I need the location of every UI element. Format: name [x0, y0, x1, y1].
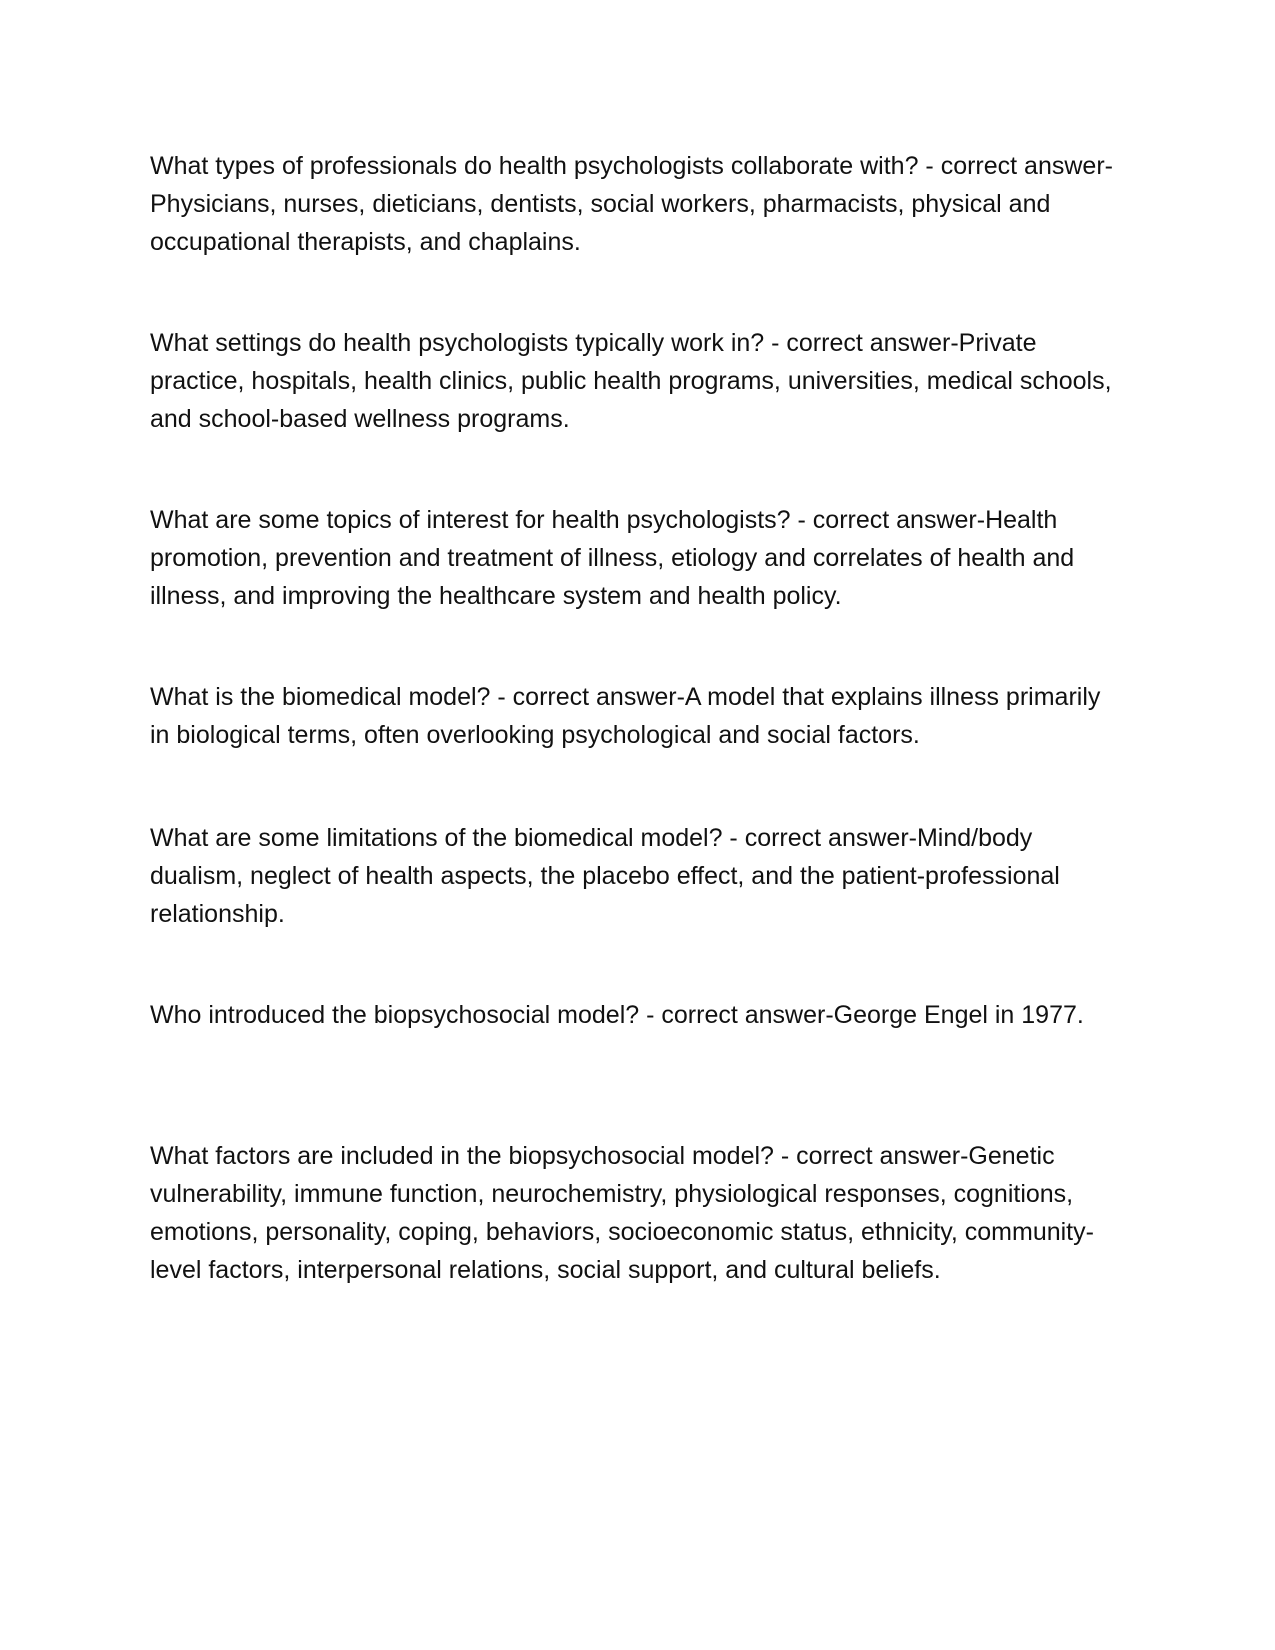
qa-entry-1: What types of professionals do health psychologists collaborate with? - correct answer-Physicians, nurses, dieticians, dentists, social workers, pharmacists, physical and occupational therapists, and chaplains.	[150, 152, 1113, 256]
qa-entry-4: What is the biomedical model? - correct answer-A model that explains illness primarily in biological terms, often overlooking psychological and social factors.	[150, 683, 1101, 749]
qa-entry-3: What are some topics of interest for health psychologists? - correct answer-Health promotion, prevention and treatment of illness, etiology and correlates of health and illness, and improving the healthcare system and health policy.	[150, 506, 1075, 610]
qa-entry-6: Who introduced the biopsychosocial model? - correct answer-George Engel in 1977.	[150, 1001, 1084, 1029]
qa-entry-7: What factors are included in the biopsychosocial model? - correct answer-Genetic vulnerability, immune function, neurochemistry, physiological responses, cognitions, emotions, personality, coping, behaviors, socioeconomic status, ethnicity, community-level factors, interpersonal relations, social support, and cultural beliefs.	[150, 1142, 1094, 1284]
qa-entry-5: What are some limitations of the biomedical model? - correct answer-Mind/body dualism, neglect of health aspects, the placebo effect, and the patient-professional relationship.	[150, 824, 1060, 928]
qa-entry-2: What settings do health psychologists typically work in? - correct answer-Private practice, hospitals, health clinics, public health programs, universities, medical schools, and school-based wellness programs.	[150, 329, 1112, 433]
